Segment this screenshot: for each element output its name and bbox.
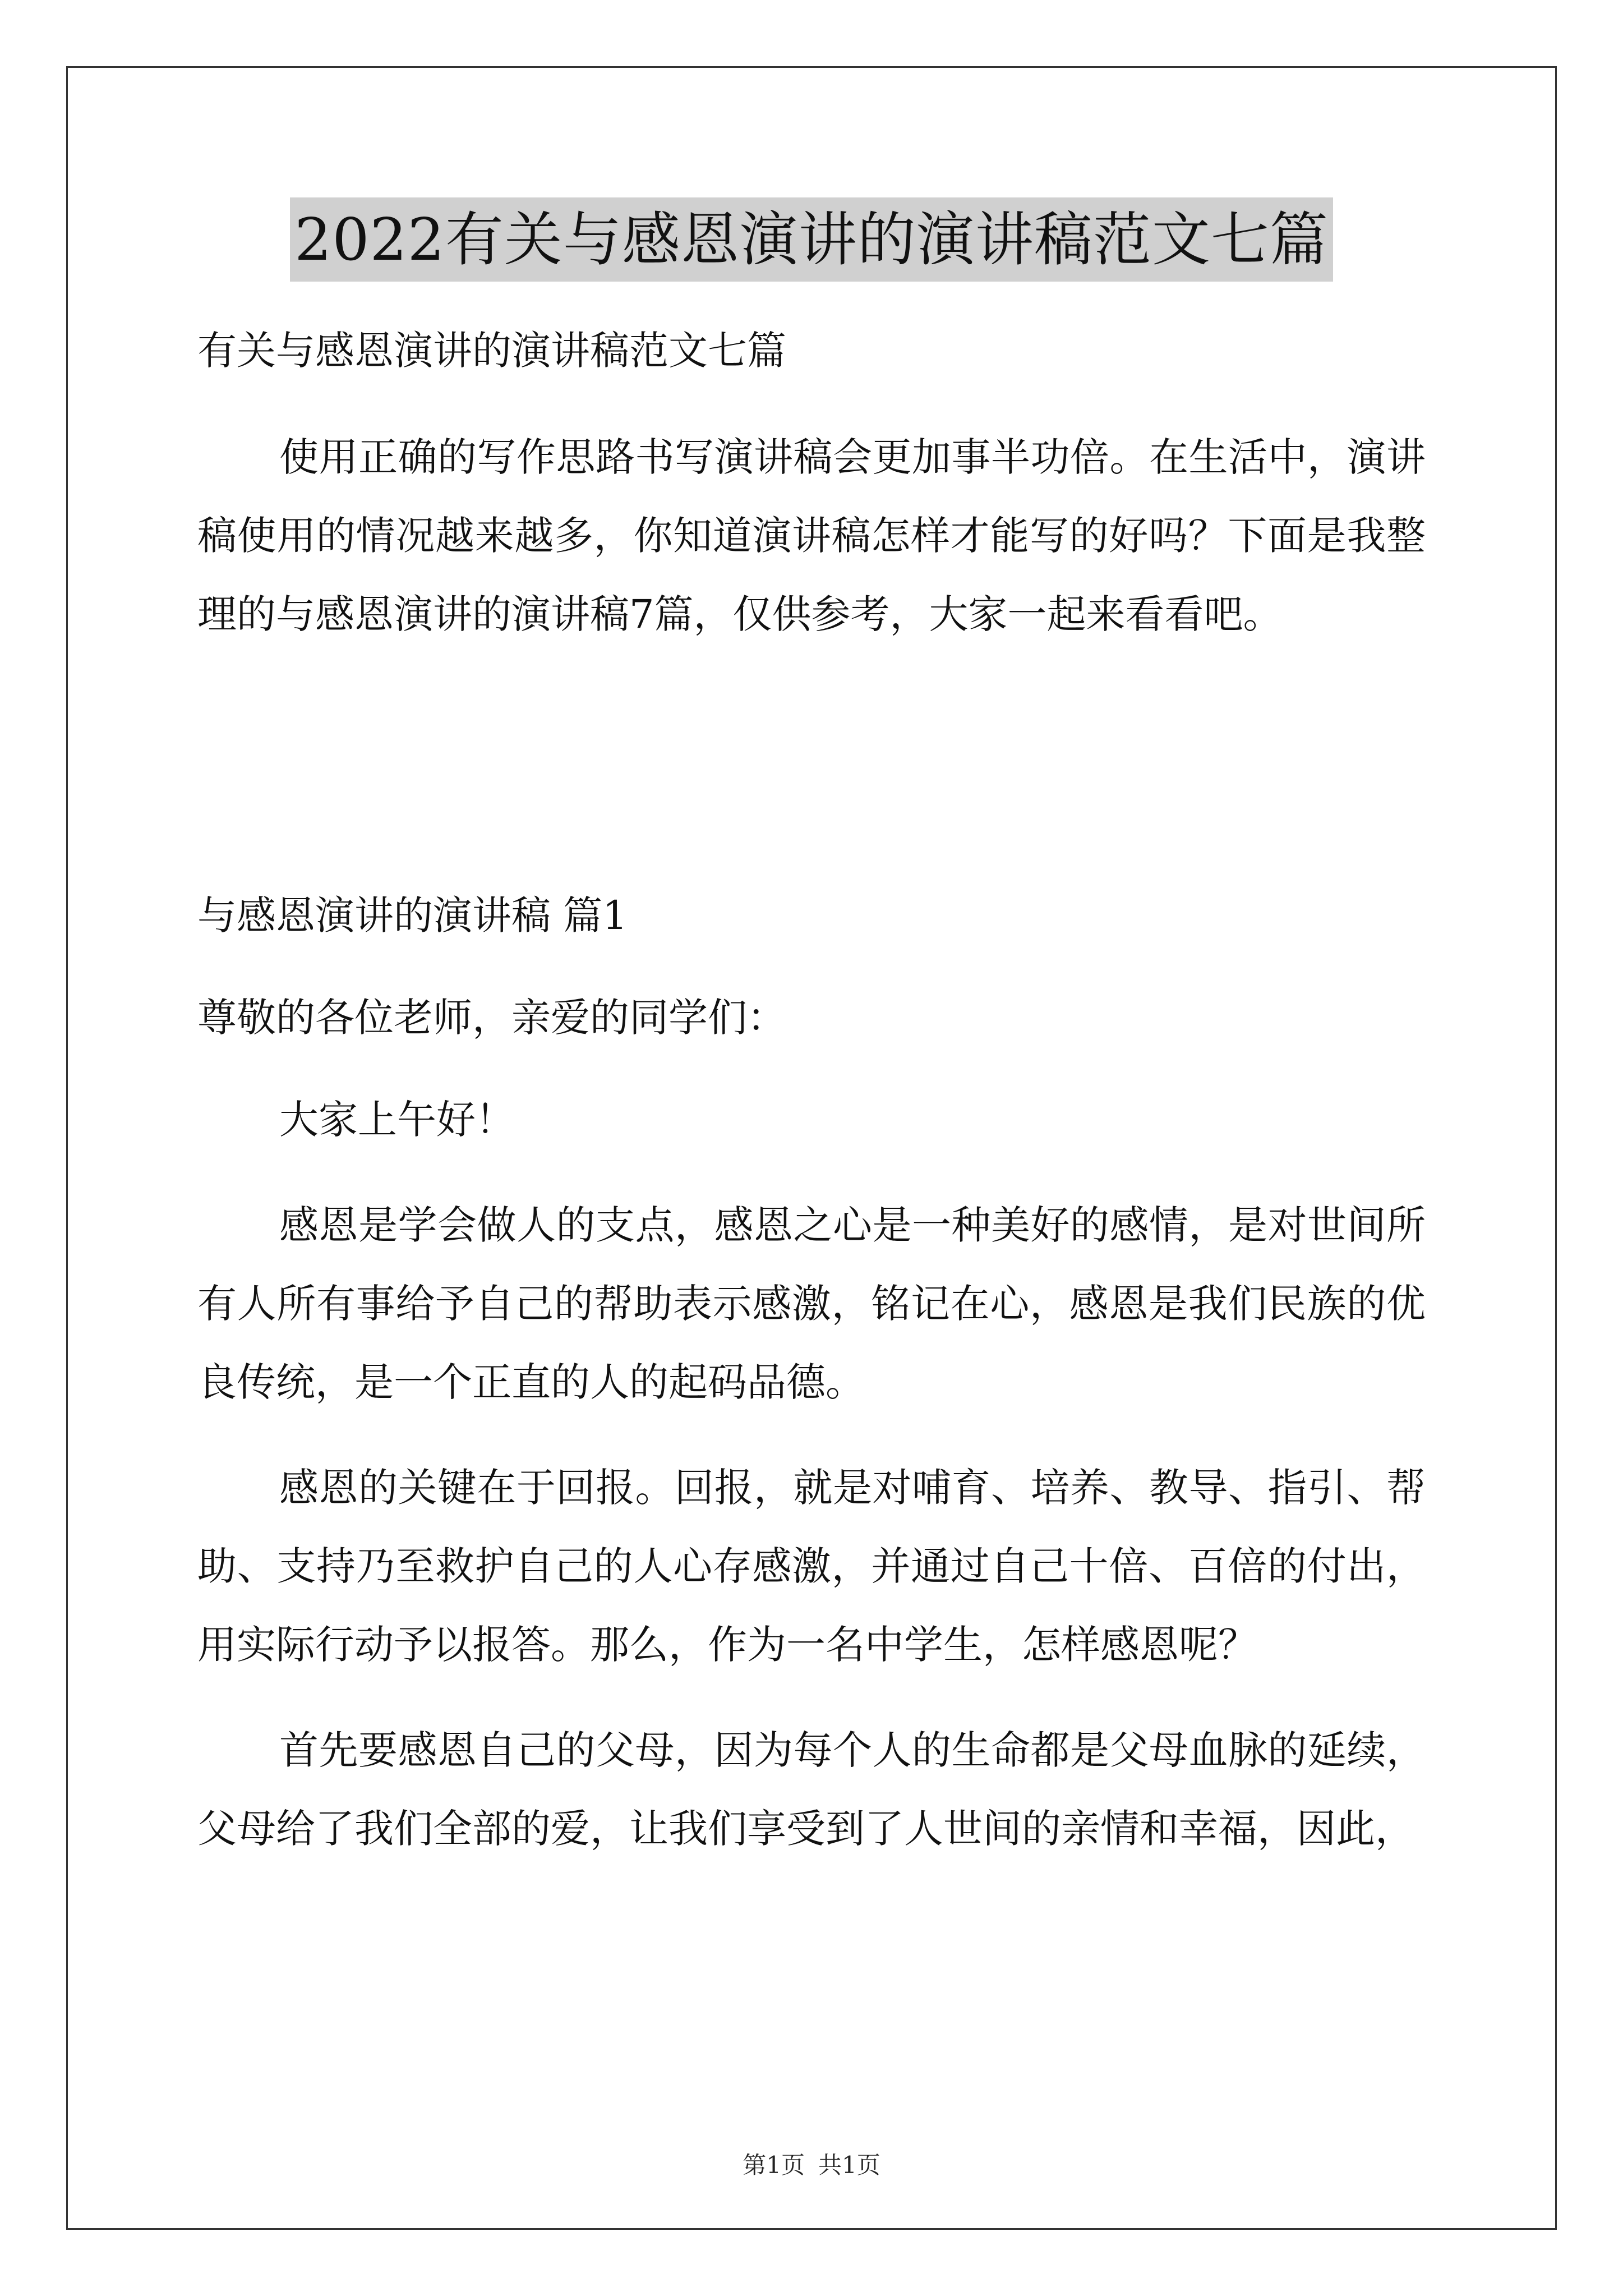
body-paragraph: 首先要感恩自己的父母，因为每个人的生命都是父母血脉的延续，父母给了我们全部的爱，让我们享受到了人世间的亲情和幸福，因此，: [197, 1727, 1426, 1852]
page-total: 共1页: [818, 2151, 880, 2179]
document-subtitle: 有关与感恩演讲的演讲稿范文七篇: [197, 328, 786, 374]
subtitle-block: [197, 311, 1426, 390]
title-container: [0, 197, 1623, 282]
section-heading: 与感恩演讲的演讲稿 篇1: [197, 892, 628, 938]
section-block: [197, 876, 1426, 1868]
salutation: 尊敬的各位老师，亲爱的同学们：: [197, 995, 786, 1041]
intro-paragraph: 使用正确的写作思路书写演讲稿会更加事半功倍。在生活中，演讲稿使用的情况越来越多，你知道演讲稿怎样才能写的好吗？下面是我整理的与感恩演讲的演讲稿7篇，仅供参考，大家一起来看看吧。: [197, 434, 1426, 637]
document-title: 2022有关与感恩演讲的演讲稿范文七篇: [290, 197, 1333, 282]
page-number: 第1页: [743, 2151, 805, 2179]
page-footer: [0, 2148, 1623, 2182]
greeting: 大家上午好！: [279, 1097, 515, 1143]
intro-block: [197, 418, 1426, 654]
body-paragraph: 感恩的关键在于回报。回报，就是对哺育、培养、教导、指引、帮助、支持乃至救护自己的人心存感激，并通过自己十倍、百倍的付出，用实际行动予以报答。那么，作为一名中学生，怎样感恩呢？: [197, 1465, 1426, 1668]
body-paragraph: 感恩是学会做人的支点，感恩之心是一种美好的感情，是对世间所有人所有事给予自己的帮助表示感激，铭记在心，感恩是我们民族的优良传统，是一个正直的人的起码品德。: [197, 1202, 1426, 1405]
